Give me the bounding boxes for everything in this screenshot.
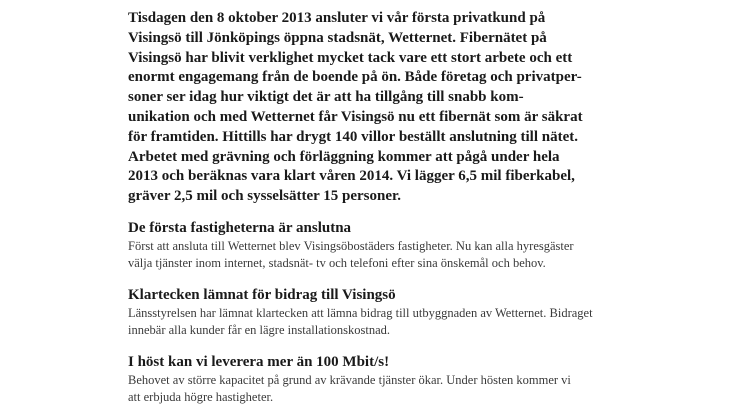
intro-line: Visingsö till Jönköpings öppna stadsnät, Wetternet. Fibernätet på [128,29,547,46]
intro-line: Tisdagen den 8 oktober 2013 ansluter vi vår första privatkund på [128,10,546,26]
intro-line: gräver 2,5 mil och sysselsätter 15 personer. [128,188,402,205]
section-bandwidth [128,353,608,406]
intro-line: soner ser idag hur viktigt det är att ha tillgång till snabb kom- [128,89,524,106]
section-grant [128,286,608,339]
intro-line: unikation och med Wetternet får Visingsö nu ett fibernät som är säkrat [128,108,583,125]
intro-line: enormt engagemang från de boende på ön. Både företag och privatper- [128,69,582,86]
section-body [128,305,608,339]
intro-line: för framtiden. Hittills har drygt 140 villor beställt anslutning till nätet. [128,128,578,145]
section-body-line: välja tjänster inom internet, stadsnät- tv och telefoni efter sina önskemål och behov. [128,255,546,270]
section-body-line: innebär alla kunder får en lägre installationskostnad. [128,322,391,337]
section-body [128,238,608,272]
section-body-line: att erbjuda högre hastigheter. [128,389,274,404]
section-body [128,372,608,406]
section-heading: De första fastigheterna är anslutna [128,219,352,236]
intro-paragraph [128,9,608,207]
section-body-line: Behovet av större kapacitet på grund av krävande tjänster ökar. Under hösten kommer vi [128,372,571,387]
intro-line: Arbetet med grävning och förläggning kommer att pågå under hela [128,148,560,165]
section-heading: Klartecken lämnat för bidrag till Visingsö [128,286,396,303]
intro-line: 2013 och beräknas vara klart våren 2014. Vi lägger 6,5 mil fiberkabel, [128,168,575,185]
section-body-line: Först att ansluta till Wetternet blev Visingsöbostäders fastigheter. Nu kan alla hyresgäster [128,238,574,253]
section-heading: I höst kan vi leverera mer än 100 Mbit/s! [128,353,390,370]
section-first-properties [128,219,608,272]
intro-line: Visingsö har blivit verklighet mycket tack vare ett stort arbete och ett [128,49,573,66]
section-body-line: Länsstyrelsen har lämnat klartecken att lämna bidrag till utbyggnaden av Wetternet. Bidraget [128,305,593,320]
article [128,9,608,406]
